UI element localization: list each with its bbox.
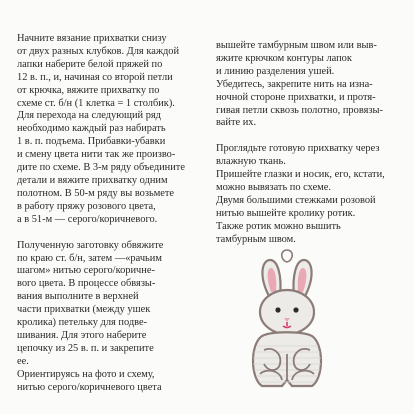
- text-line: вания выполните в верхней: [17, 291, 139, 303]
- bunny-body: [253, 332, 321, 386]
- bunny-potholder-drawing: [240, 246, 334, 394]
- text-line: Пришейте глазки и носик, его, кстати,: [216, 169, 385, 181]
- text-line: нитью серого/коричневого цвета: [17, 381, 162, 393]
- text-line: Начните вязание прихватки снизу: [17, 33, 167, 44]
- text-line: яжите крючком контуры лапок: [216, 52, 352, 64]
- text-line: кролика) петельку для подве-: [17, 317, 148, 329]
- instructions-paragraph-1: [17, 33, 210, 227]
- left-column: [17, 33, 210, 407]
- text-line: шагом» нитью серого/коричне-: [17, 265, 155, 277]
- text-line: шивания. Для этого наберите: [17, 329, 147, 341]
- bunny-eye-left: [275, 307, 280, 312]
- text-line: дите по схеме. В 3-м ряду объедините: [17, 162, 185, 174]
- text-line: схеме ст. б/н (1 клетка = 1 столбик).: [17, 97, 175, 109]
- bunny-potholder-image: [240, 246, 334, 394]
- text-line: лапки наберите белой пряжей по: [17, 58, 163, 70]
- finishing-paragraph: [216, 143, 406, 246]
- text-line: гивая петли сквозь полотно, провязы-: [216, 104, 383, 116]
- text-line: цепочку из 25 в. п. и закрепите: [17, 342, 154, 354]
- text-line: по краю ст. б/н, затем —«рачьим: [17, 252, 162, 264]
- text-line: и линию разделения ушей.: [216, 65, 335, 77]
- text-line: Двумя большими стежками розовой: [216, 194, 376, 206]
- text-line: 12 в. п., и, начиная со второй петли: [17, 71, 173, 83]
- text-line: вайте их.: [216, 117, 257, 129]
- text-line: детали и вяжите прихватку одним: [17, 174, 168, 186]
- hanging-loop: [282, 250, 293, 262]
- text-line: а в 51-м — серого/коричневого.: [17, 213, 158, 225]
- text-line: от двух разных клубков. Для каждой: [17, 45, 180, 57]
- right-column: [216, 40, 406, 260]
- text-line: Проглядьте готовую прихватку через: [216, 143, 380, 155]
- text-line: 1 в. п. подъема. Прибавки-убавки: [17, 136, 166, 148]
- text-line: ее.: [17, 355, 29, 367]
- text-line: Также ротик можно вышить: [216, 220, 341, 232]
- text-line: нитью вышейте кролику ротик.: [216, 207, 356, 219]
- text-line: тамбурным швом.: [216, 233, 296, 245]
- instructions-paragraph-2: [17, 240, 210, 395]
- text-line: Для перехода на следующий ряд: [17, 110, 161, 122]
- text-line: ночной стороне прихватки, и протя-: [216, 91, 376, 103]
- text-line: и смену цвета нити так же произво-: [17, 149, 176, 161]
- text-line: Убедитесь, закрепите нить на изна-: [216, 78, 373, 90]
- text-line: полотном. В 50-м ряду вы возьмете: [17, 187, 175, 199]
- embroidery-paragraph: [216, 40, 406, 130]
- text-line: необходимо каждый раз набирать: [17, 123, 166, 135]
- text-line: можно вывязать по схеме.: [216, 182, 331, 194]
- text-line: Полученную заготовку обвяжите: [17, 239, 164, 251]
- text-line: в работу пряжу розового цвета,: [17, 200, 156, 212]
- text-line: влажную ткань.: [216, 156, 286, 168]
- text-line: вого цвета. В процессе обвязы-: [17, 278, 156, 290]
- text-line: вышейте тамбурным швом или выв-: [216, 40, 377, 51]
- bunny-eye-right: [293, 307, 298, 312]
- text-line: от крючка, вяжите прихватку по: [17, 84, 160, 96]
- text-line: части прихватки (между ушек: [17, 304, 151, 316]
- text-line: Ориентируясь на фото и схему,: [17, 368, 155, 380]
